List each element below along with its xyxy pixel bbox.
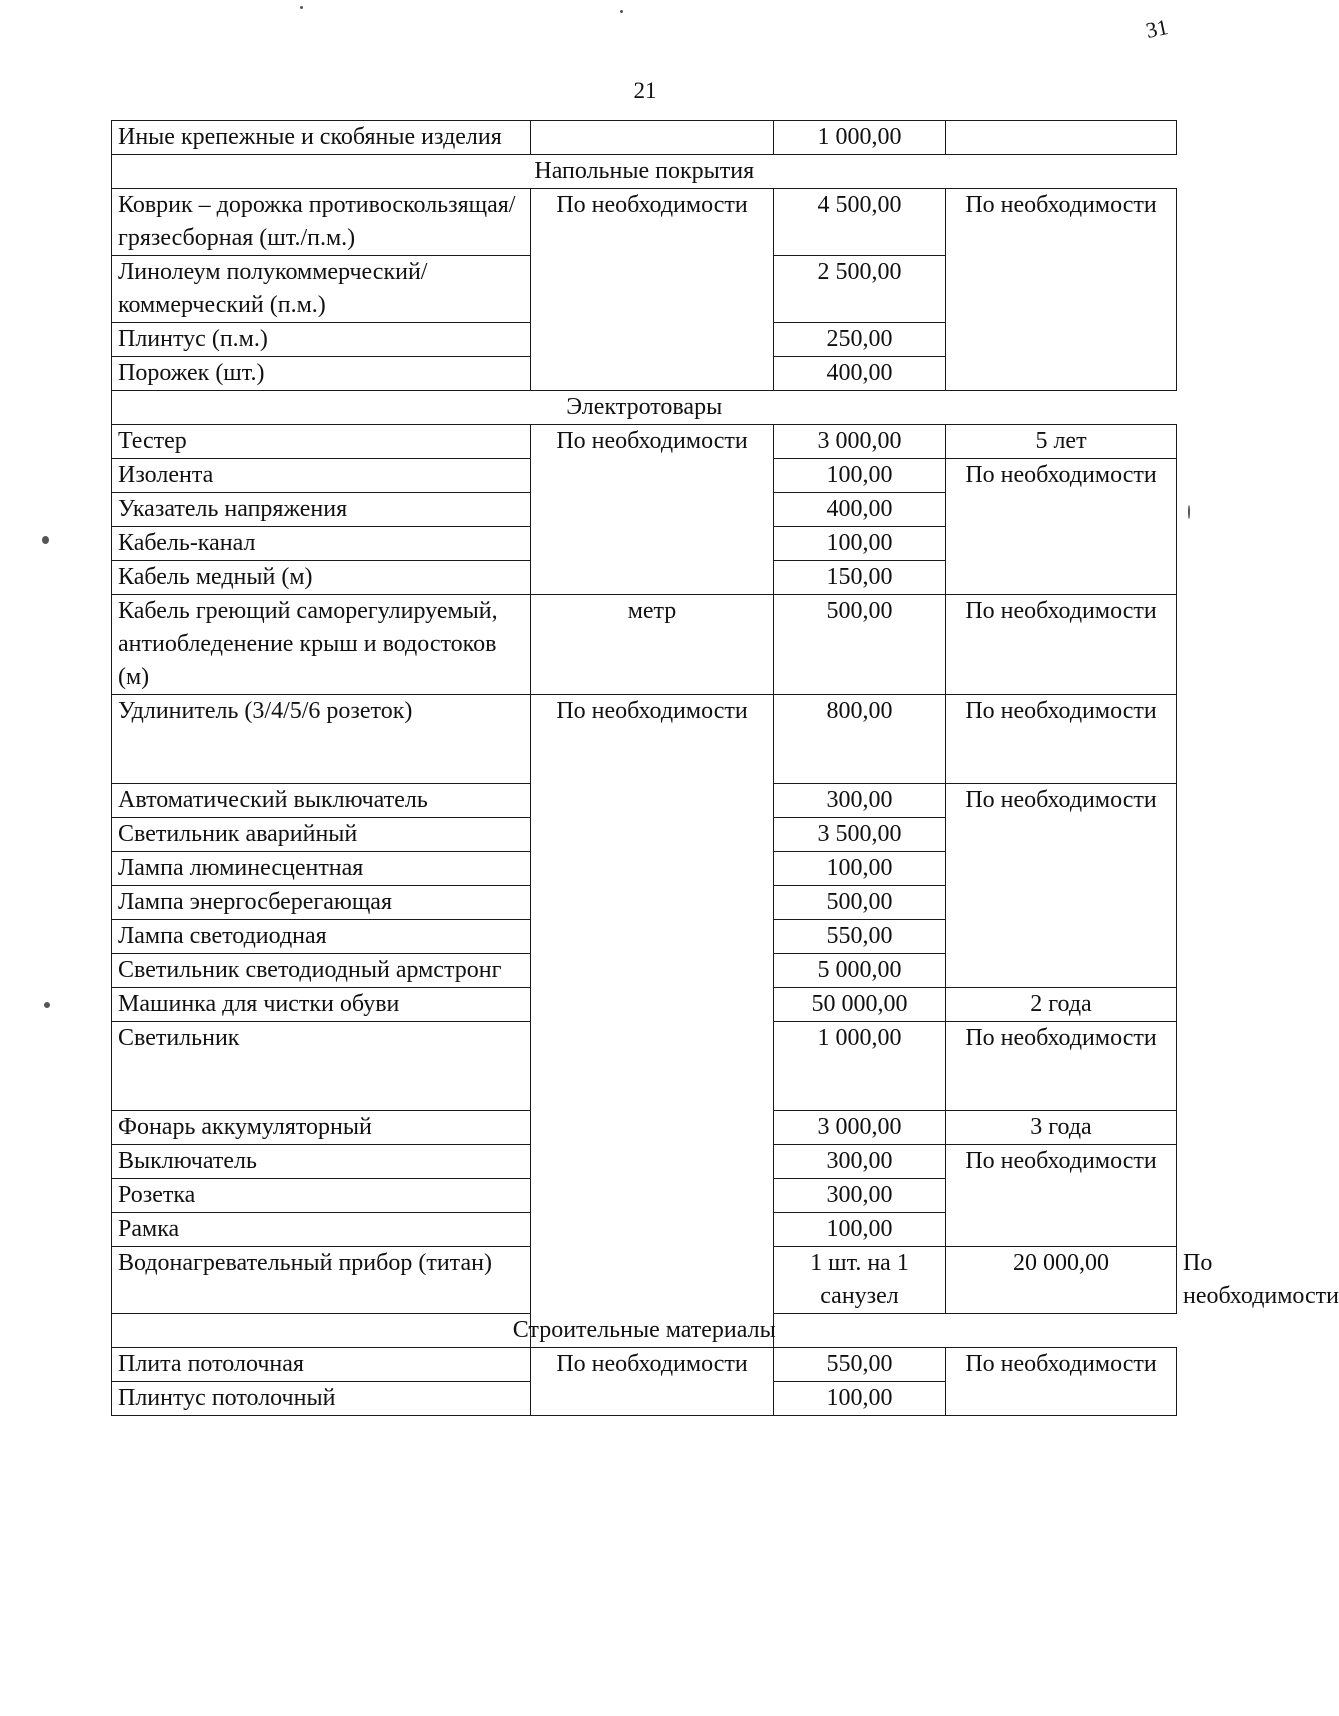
item-norm — [531, 121, 774, 155]
item-price: 300,00 — [774, 1179, 946, 1213]
table-row — [112, 1348, 1177, 1382]
item-price: 3 500,00 — [774, 818, 946, 852]
item-price: 3 000,00 — [774, 425, 946, 459]
item-term: По необходимости — [946, 784, 1177, 988]
item-price: 100,00 — [774, 1213, 946, 1247]
item-price: 2 500,00 — [774, 256, 946, 323]
item-term: По необходимости — [946, 1145, 1177, 1247]
item-term: По необходимости — [946, 595, 1177, 695]
item-name: Линолеум полукоммерческий/коммерческий (п.м.) — [112, 256, 531, 323]
item-price: 500,00 — [774, 886, 946, 920]
item-norm: метр — [531, 595, 774, 695]
item-name: Кабель-канал — [112, 527, 531, 561]
item-term: По необходимости — [946, 695, 1177, 784]
item-norm: По необходимости — [531, 425, 774, 595]
item-price: 4 500,00 — [774, 189, 946, 256]
item-price: 20 000,00 — [946, 1247, 1177, 1314]
item-price: 100,00 — [774, 852, 946, 886]
item-name: Машинка для чистки обуви — [112, 988, 531, 1022]
scan-speckle — [300, 6, 303, 9]
section-header-row — [112, 155, 1177, 189]
item-name: Указатель напряжения — [112, 493, 531, 527]
item-name: Лампа люминесцентная — [112, 852, 531, 886]
item-name: Светильник светодиодный армстронг — [112, 954, 531, 988]
table-row — [112, 189, 1177, 256]
item-term: По необходимости — [946, 1348, 1177, 1416]
item-term: 5 лет — [946, 425, 1177, 459]
item-price: 300,00 — [774, 1145, 946, 1179]
item-price: 800,00 — [774, 695, 946, 784]
section-title: Строительные материалы — [112, 1314, 1177, 1348]
item-price: 1 000,00 — [774, 121, 946, 155]
item-norm: 1 шт. на 1 санузел — [774, 1247, 946, 1314]
item-price: 100,00 — [774, 1382, 946, 1416]
item-price: 300,00 — [774, 784, 946, 818]
item-name: Кабель греющий саморегулируемый, антиобледенение крыш и водостоков (м) — [112, 595, 531, 695]
item-name: Порожек (шт.) — [112, 357, 531, 391]
item-name: Выключатель — [112, 1145, 531, 1179]
item-name: Тестер — [112, 425, 531, 459]
scan-speckle — [620, 10, 623, 13]
item-price: 250,00 — [774, 323, 946, 357]
item-price: 500,00 — [774, 595, 946, 695]
table-row: Водонагревательный прибор (титан) 1 шт. на 1 санузел 20 000,00 По необходимости — [112, 1247, 1177, 1314]
item-price: 50 000,00 — [774, 988, 946, 1022]
item-price: 150,00 — [774, 561, 946, 595]
scan-speckle — [1188, 505, 1190, 519]
item-name: Кабель медный (м) — [112, 561, 531, 595]
item-name: Коврик – дорожка противоскользящая/грязесборная (шт./п.м.) — [112, 189, 531, 256]
item-term — [946, 121, 1177, 155]
item-term: По необходимости — [946, 459, 1177, 595]
item-name: Светильник аварийный — [112, 818, 531, 852]
item-name: Светильник — [112, 1022, 531, 1111]
section-title: Напольные покрытия — [112, 155, 1177, 189]
item-price: 550,00 — [774, 920, 946, 954]
item-name: Изолента — [112, 459, 531, 493]
item-price: 550,00 — [774, 1348, 946, 1382]
item-norm: По необходимости — [531, 189, 774, 391]
corner-archive-mark: 31 — [1143, 13, 1171, 44]
item-norm: По необходимости — [531, 695, 774, 1348]
item-price: 100,00 — [774, 527, 946, 561]
item-term: По необходимости — [946, 1022, 1177, 1111]
item-name: Удлинитель (3/4/5/6 розеток) — [112, 695, 531, 784]
item-name: Плита потолочная — [112, 1348, 531, 1382]
scan-speckle — [44, 1002, 50, 1008]
item-term: По необходимости — [946, 189, 1177, 391]
item-price: 100,00 — [774, 459, 946, 493]
item-norm: По необходимости — [531, 1348, 774, 1416]
item-name: Фонарь аккумуляторный — [112, 1111, 531, 1145]
item-price: 400,00 — [774, 493, 946, 527]
item-name: Лампа энергосберегающая — [112, 886, 531, 920]
item-name: Плинтус потолочный — [112, 1382, 531, 1416]
item-price: 3 000,00 — [774, 1111, 946, 1145]
item-term: 3 года — [946, 1111, 1177, 1145]
section-title: Электротовары — [112, 391, 1177, 425]
scan-speckle — [42, 536, 49, 544]
item-price: 5 000,00 — [774, 954, 946, 988]
item-name: Иные крепежные и скобяные изделия — [112, 121, 531, 155]
item-name: Автоматический выключатель — [112, 784, 531, 818]
table-row — [112, 425, 1177, 459]
item-name: Плинтус (п.м.) — [112, 323, 531, 357]
table-row — [112, 121, 1177, 155]
price-table — [111, 120, 1339, 1416]
item-price: 1 000,00 — [774, 1022, 946, 1111]
item-name: Розетка — [112, 1179, 531, 1213]
item-price: 400,00 — [774, 357, 946, 391]
item-name: Водонагревательный прибор (титан) — [112, 1247, 531, 1314]
page-number: 21 — [633, 78, 657, 103]
table-row — [112, 695, 1177, 784]
section-header-row — [112, 1314, 1177, 1348]
item-name: Рамка — [112, 1213, 531, 1247]
table-row — [112, 595, 1177, 695]
price-table-body — [112, 121, 1339, 1416]
section-header-row — [112, 391, 1177, 425]
item-term: 2 года — [946, 988, 1177, 1022]
item-name: Лампа светодиодная — [112, 920, 531, 954]
